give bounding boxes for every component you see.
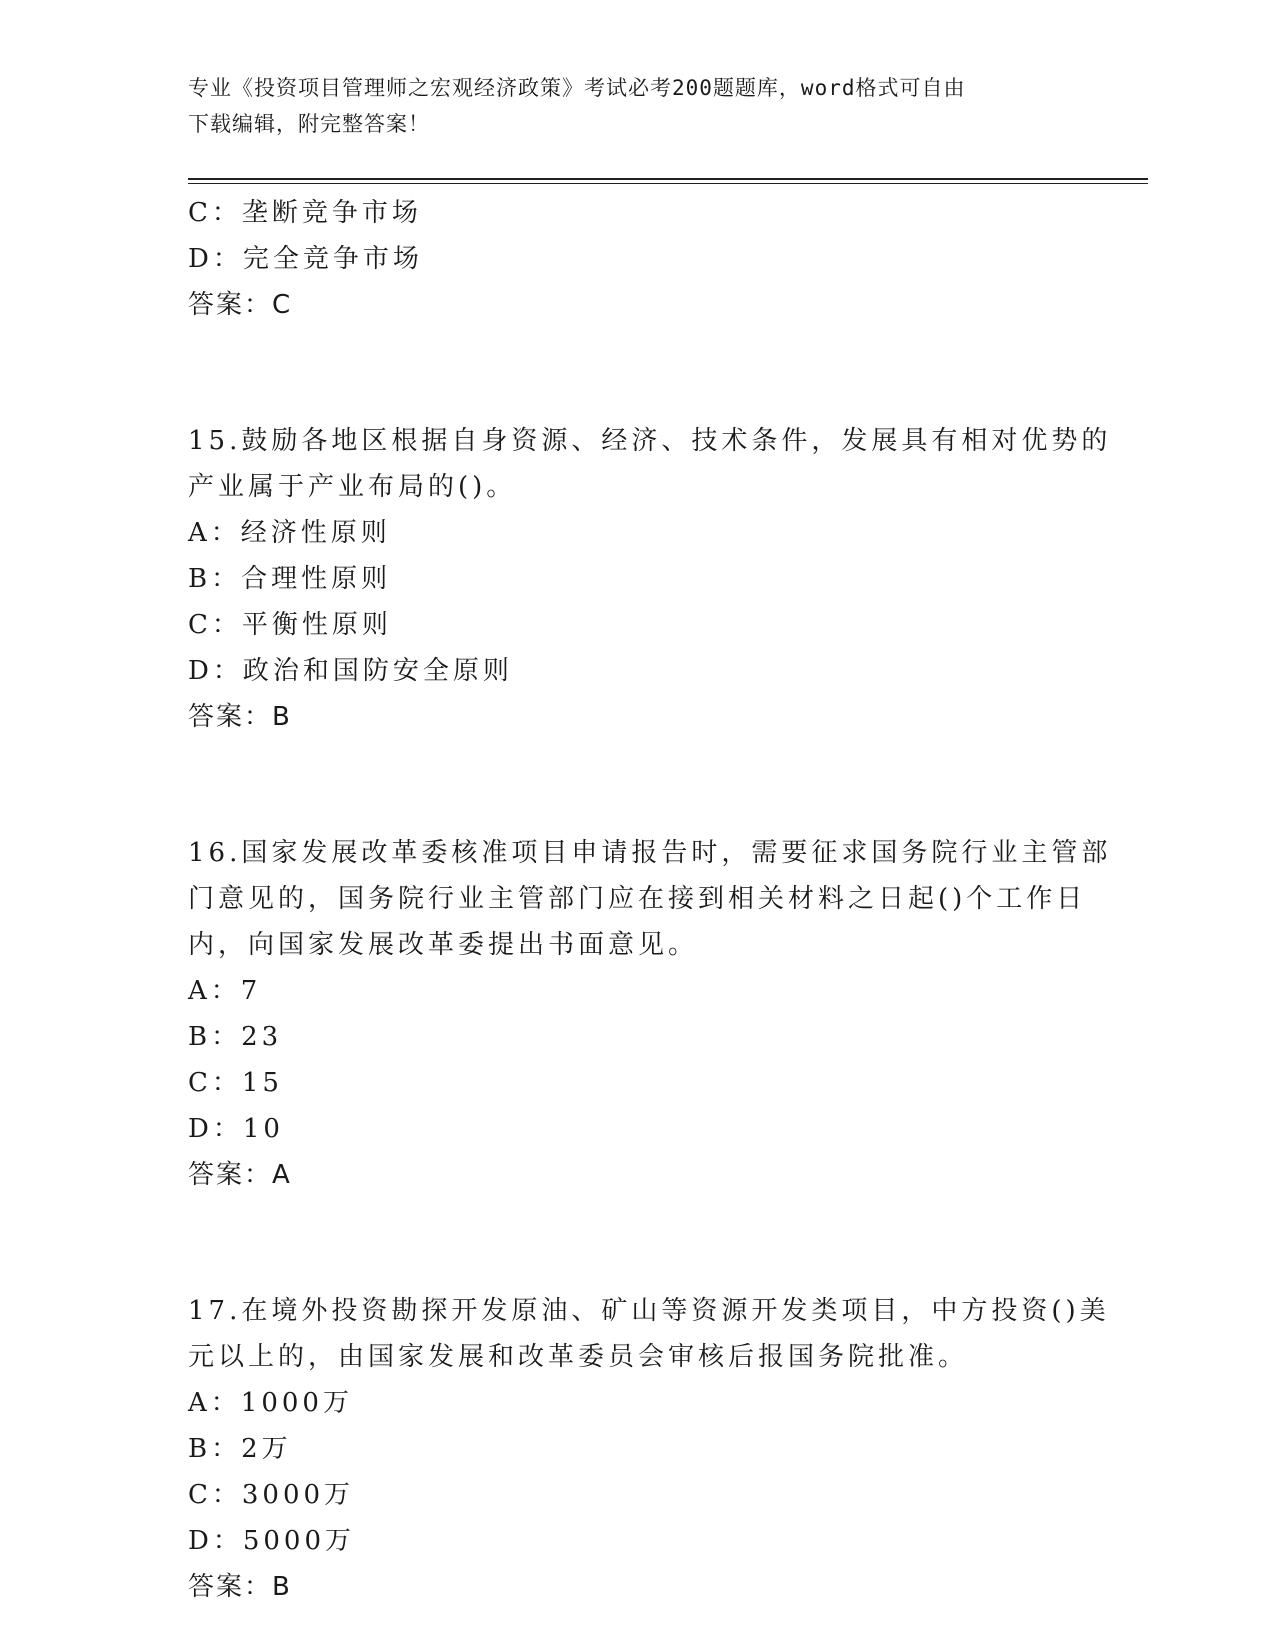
question-text: 17.在境外投资勘探开发原油、矿山等资源开发类项目，中方投资()美 [188, 1296, 1110, 1326]
question-text: 产业属于产业布局的()。 [188, 472, 517, 502]
header-divider-thin [188, 183, 1148, 184]
header-line-2: 下载编辑，附完整答案！ [188, 112, 430, 136]
option-d: D：5000万 [188, 1526, 356, 1556]
question-text: 内，向国家发展改革委提出书面意见。 [188, 930, 699, 960]
answer: 答案：B [188, 1572, 292, 1602]
question-17 [188, 1288, 1110, 1610]
answer: 答案：A [188, 1160, 292, 1190]
header-line-1: 专业《投资项目管理师之宏观经济政策》考试必考200题题库，word格式可自由 [188, 76, 966, 100]
option-a: A：经济性原则 [188, 518, 391, 548]
question-text: 16.国家发展改革委核准项目申请报告时，需要征求国务院行业主管部 [188, 838, 1112, 868]
option-b: B：2万 [188, 1434, 292, 1464]
option-a: A：7 [188, 976, 262, 1006]
question-16 [188, 830, 1112, 1198]
option-d: D：政治和国防安全原则 [188, 656, 513, 686]
option-b: B：合理性原则 [188, 564, 392, 594]
option-a: A：1000万 [188, 1388, 353, 1418]
option-c: C：3000万 [188, 1480, 355, 1510]
question-text: 元以上的，由国家发展和改革委员会审核后报国务院批准。 [188, 1342, 969, 1372]
answer: 答案：C [188, 290, 293, 320]
question-text: 门意见的，国务院行业主管部门应在接到相关材料之日起()个工作日 [188, 884, 1087, 914]
option-d: D：10 [188, 1114, 284, 1144]
question-15 [188, 418, 1112, 740]
option-c: C：平衡性原则 [188, 610, 392, 640]
header-divider [188, 178, 1148, 180]
answer: 答案：B [188, 702, 292, 732]
option-b: B：23 [188, 1022, 283, 1052]
question-text: 15.鼓励各地区根据自身资源、经济、技术条件，发展具有相对优势的 [188, 426, 1112, 456]
option-c: C：垄断竞争市场 [188, 198, 422, 228]
question-list [188, 190, 1112, 1610]
question-14-tail [188, 190, 1088, 328]
option-c: C：15 [188, 1068, 283, 1098]
option-d: D：完全竞争市场 [188, 244, 423, 274]
document-header [188, 70, 1068, 142]
